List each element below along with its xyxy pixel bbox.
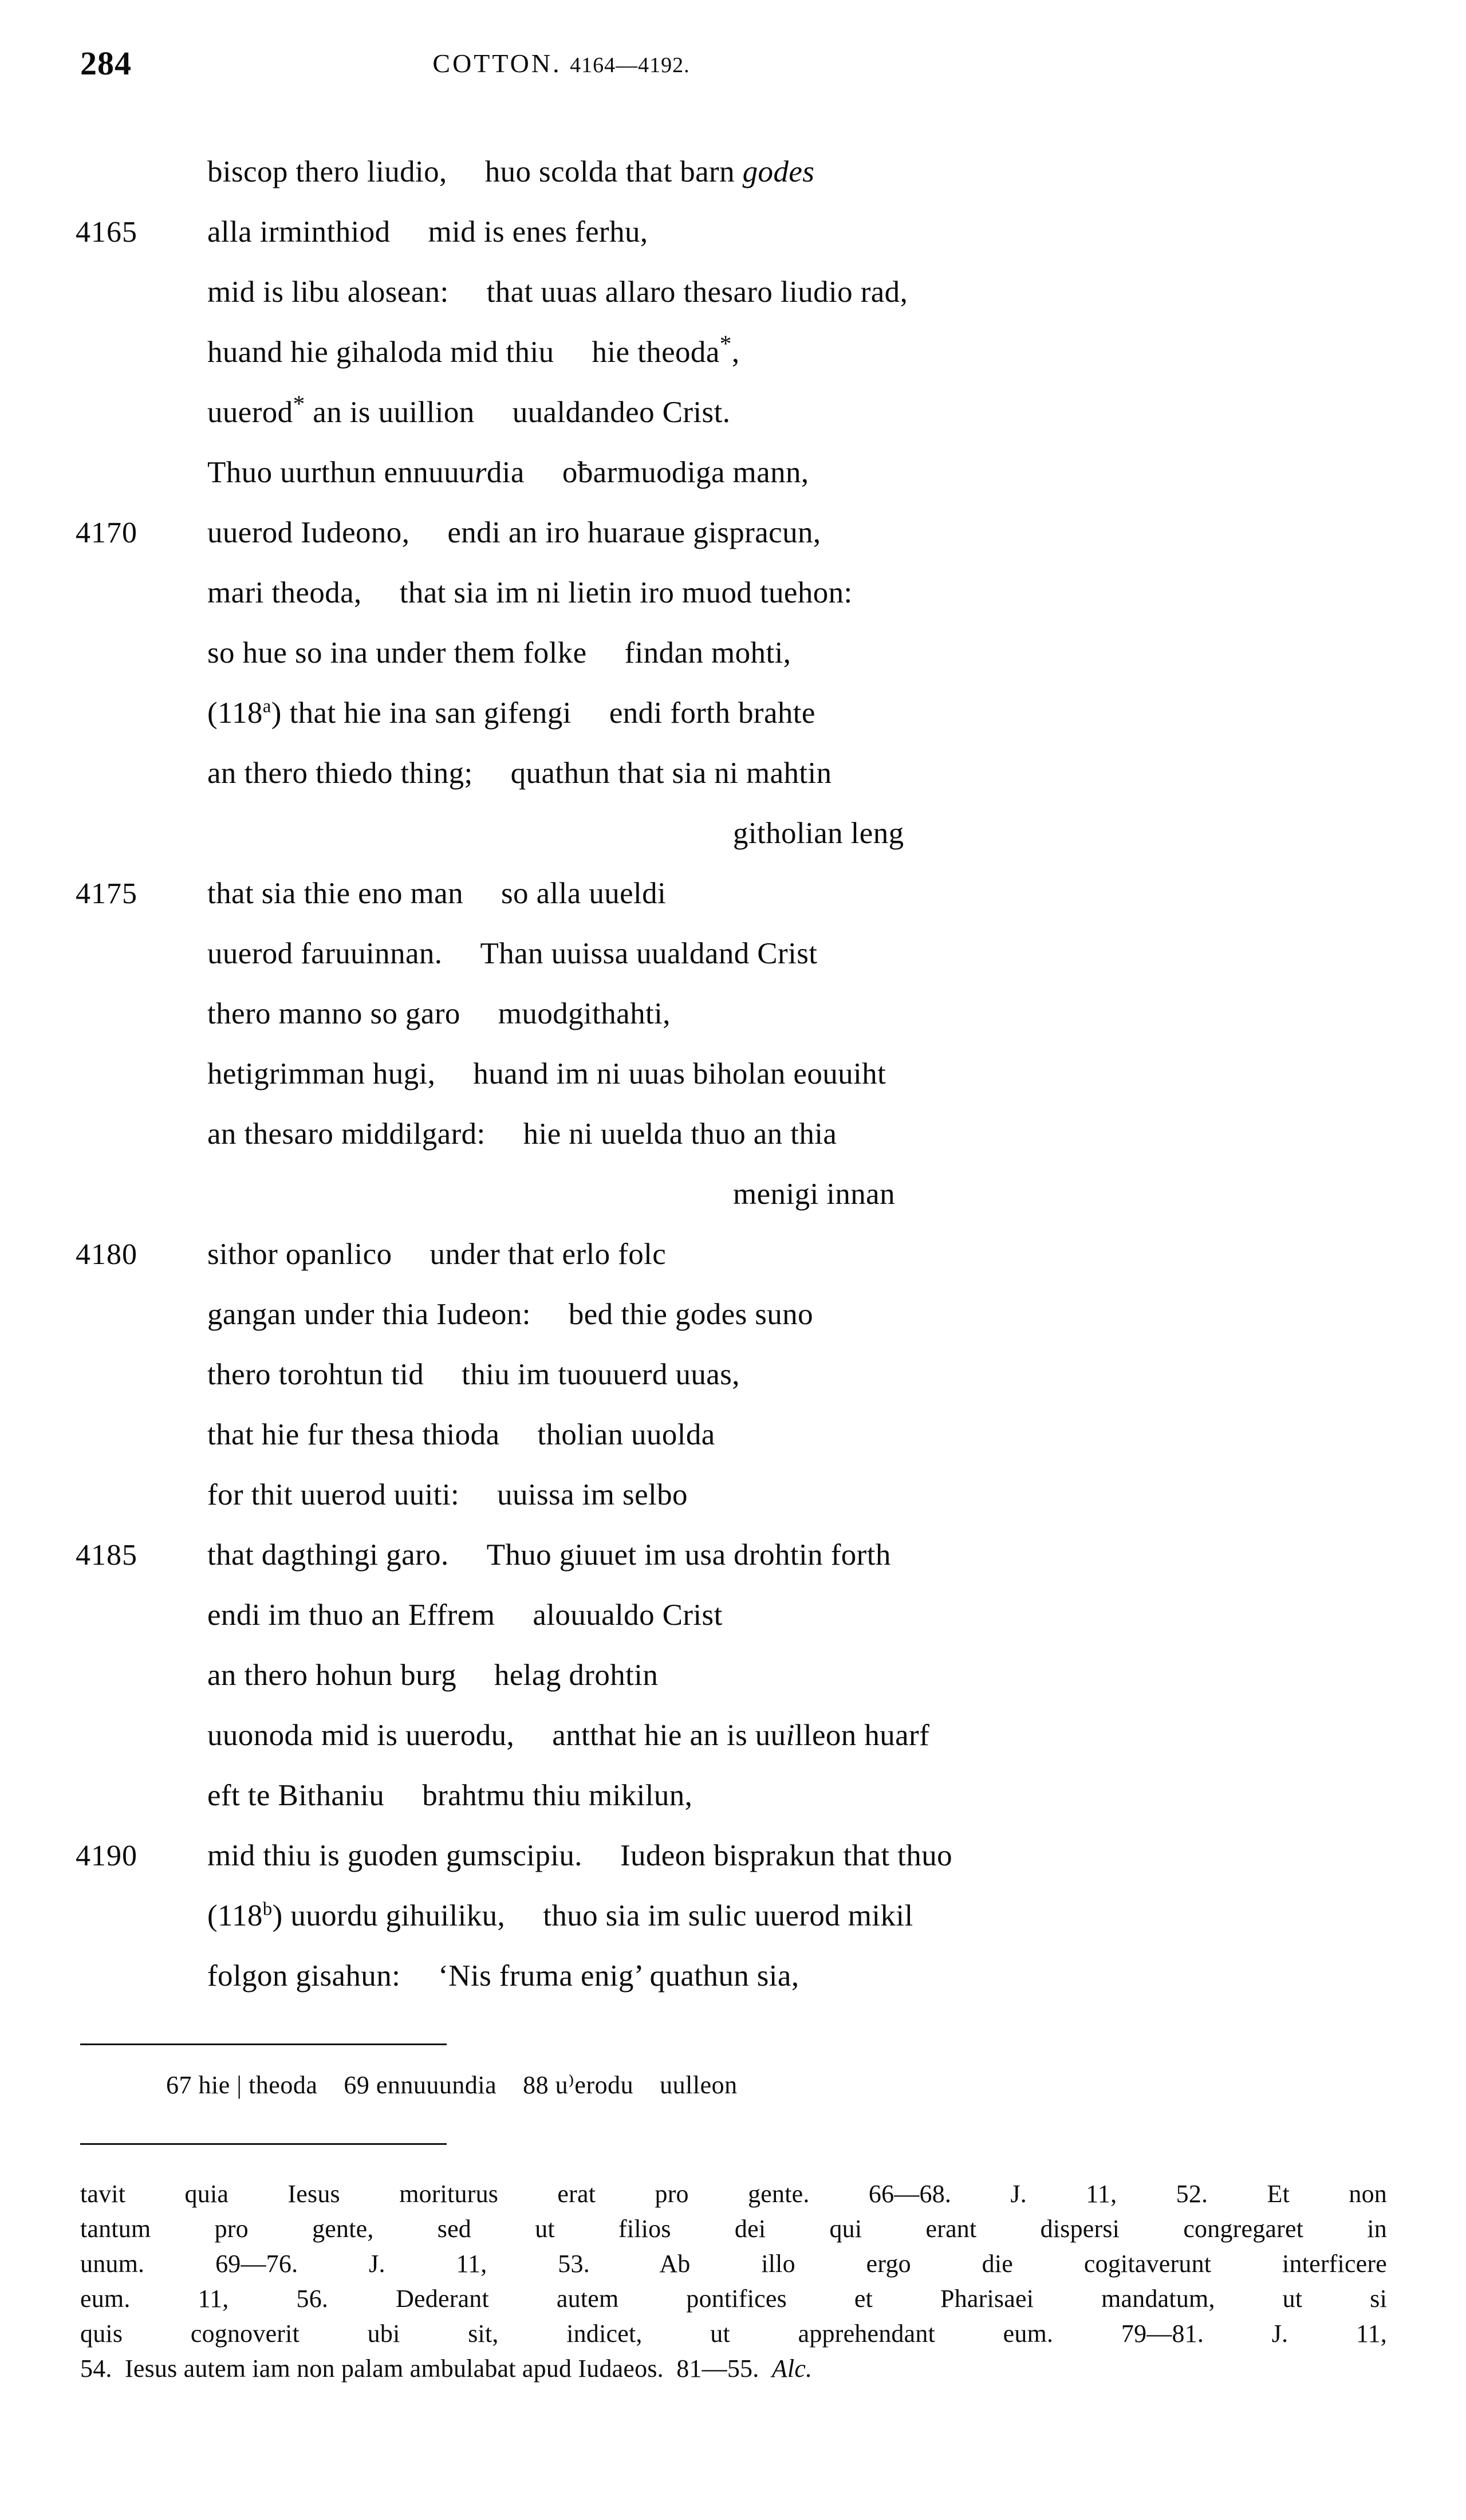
- verse-line-text: folgon gisahun: ‘Nis fruma enig’ quathun sia,: [207, 1959, 799, 1993]
- verse-line: [0, 1525, 1466, 1585]
- latin-note-source-sigil: Alc.: [771, 2354, 813, 2383]
- verse-line-text: githolian leng: [733, 817, 904, 850]
- verse-line-text: eft te Bithaniu brahtmu thiu mikilun,: [207, 1779, 693, 1812]
- verse-line: [0, 984, 1466, 1044]
- verse-line-text: Thuo uurthun ennuuurdia oƀarmuodiga mann,: [207, 456, 809, 489]
- verse-line: [0, 202, 1466, 262]
- verse-line-text: uuerod Iudeono, endi an iro huaraue gispracun,: [207, 516, 821, 549]
- verse-line: [0, 1465, 1466, 1525]
- verse-line-text: gangan under thia Iudeon: bed thie godes suno: [207, 1298, 813, 1331]
- verse-line: [0, 443, 1466, 503]
- verse-line-text: an thesaro middilgard: hie ni uuelda thuo an thia: [207, 1117, 837, 1151]
- verse-line: [0, 1104, 1466, 1164]
- latin-note-line: unum. 69—76. J. 11, 53. Ab illo ergo die cogitaverunt interficere: [80, 2250, 1387, 2278]
- verse-line: [0, 1164, 1466, 1224]
- verse-line: [0, 1886, 1466, 1946]
- verse-line-number: 4175: [76, 877, 137, 910]
- verse-line: [0, 1706, 1466, 1766]
- verse-line-text: an thero hohun burg helag drohtin: [207, 1659, 659, 1692]
- verse-line: [0, 1946, 1466, 2006]
- verse-line-text: sithor opanlico under that erlo folc: [207, 1238, 667, 1271]
- verse-line-text: uuonoda mid is uuerodu, antthat hie an is uuilleon huarf: [207, 1719, 930, 1752]
- verse-line: [0, 1405, 1466, 1465]
- latin-note-line: 54. Iesus autem iam non palam ambulabat apud Iudaeos. 81—55. Alc.: [80, 2354, 813, 2383]
- verse-line: [0, 503, 1466, 563]
- running-head-range: 4164—4192.: [570, 53, 690, 77]
- verse-line-text: that hie fur thesa thioda tholian uuolda: [207, 1418, 715, 1451]
- latin-note-line: tantum pro gente, sed ut filios dei qui erant dispersi congregaret in: [80, 2215, 1387, 2243]
- verse-line-text: huand hie gihaloda mid thiu hie theoda*,: [207, 330, 740, 369]
- verse-line: [0, 322, 1466, 383]
- verse-line: [0, 1645, 1466, 1706]
- verse-line-text: an thero thiedo thing; quathun that sia ni mahtin: [207, 757, 832, 790]
- verse-line-number: 4170: [76, 517, 137, 549]
- verse-line-text: for thit uuerod uuiti: uuissa im selbo: [207, 1478, 688, 1511]
- verse-line: [0, 1345, 1466, 1405]
- verse-block: [0, 142, 1466, 2006]
- running-head-work: COTTON.: [432, 49, 562, 78]
- verse-line-text: mid is libu alosean: that uuas allaro thesaro liudio rad,: [207, 275, 908, 309]
- verse-line-text: mari theoda, that sia im ni lietin iro muod tuehon:: [207, 576, 853, 609]
- verse-line: [0, 1044, 1466, 1104]
- page-number: 284: [80, 45, 132, 82]
- verse-line: [0, 924, 1466, 984]
- verse-line: [0, 804, 1466, 864]
- critical-apparatus: 67 hie | theoda 69 ennuuundia 88 u⁾erodu uulleon: [166, 2071, 738, 2099]
- apparatus-rule-top: [80, 2043, 447, 2045]
- latin-note-line: tavit quia Iesus moriturus erat pro gente. 66—68. J. 11, 52. Et non: [80, 2180, 1387, 2208]
- verse-line: [0, 743, 1466, 804]
- verse-line-text: thero torohtun tid thiu im tuouuerd uuas,: [207, 1358, 740, 1391]
- verse-line-text: so hue so ina under them folke findan mohti,: [207, 636, 791, 670]
- verse-line-text: mid thiu is guoden gumscipiu. Iudeon bisprakun that thuo: [207, 1839, 952, 1872]
- verse-line-text: uuerod* an is uuillion uualdandeo Crist.: [207, 390, 731, 429]
- verse-line-text: uuerod faruuinnan. Than uuissa uualdand Crist: [207, 937, 818, 970]
- verse-line: [0, 262, 1466, 322]
- running-head: [0, 47, 1466, 87]
- verse-line-text: (118$^a$) that hie ina san gifengi endi forth brahte: [207, 696, 815, 730]
- verse-line-number: 4185: [76, 1539, 137, 1572]
- verse-line: [0, 623, 1466, 683]
- verse-line: [0, 563, 1466, 623]
- verse-line: [0, 1585, 1466, 1645]
- verse-line-number: 4180: [76, 1238, 137, 1271]
- verse-line: [0, 1285, 1466, 1345]
- apparatus-rule-bottom: [80, 2143, 447, 2145]
- latin-note-line: quis cognoverit ubi sit, indicet, ut apprehendant eum. 79—81. J. 11,: [80, 2320, 1387, 2348]
- verse-line: [0, 1766, 1466, 1826]
- verse-line-text: thero manno so garo muodgithahti,: [207, 997, 671, 1030]
- verse-line-text: endi im thuo an Effrem alouualdo Crist: [207, 1598, 723, 1632]
- verse-line-text: alla irminthiod mid is enes ferhu,: [207, 215, 648, 249]
- latin-source-note: [80, 2176, 1387, 2386]
- verse-line-text: that sia thie eno man so alla uueldi: [207, 877, 667, 910]
- verse-line: [0, 683, 1466, 743]
- verse-line: [0, 1224, 1466, 1285]
- verse-line-number: 4190: [76, 1840, 137, 1872]
- verse-line: [0, 864, 1466, 924]
- verse-line-text: biscop thero liudio, huo scolda that barn godes: [207, 155, 815, 188]
- verse-line-text: that dagthingi garo. Thuo giuuet im usa drohtin forth: [207, 1538, 891, 1572]
- verse-line-text: (118$^b$) uuordu gihuiliku, thuo sia im sulic uuerod mikil: [207, 1899, 913, 1932]
- verse-line: [0, 1826, 1466, 1886]
- latin-note-line: eum. 11, 56. Dederant autem pontifices et Pharisaei mandatum, ut si: [80, 2285, 1387, 2313]
- verse-line-number: 4165: [76, 216, 137, 249]
- verse-line: [0, 142, 1466, 202]
- verse-line-text: menigi innan: [733, 1178, 895, 1211]
- verse-line-text: hetigrimman hugi, huand im ni uuas biholan eouuiht: [207, 1057, 886, 1090]
- running-head-title: [0, 50, 1122, 77]
- verse-line: [0, 383, 1466, 443]
